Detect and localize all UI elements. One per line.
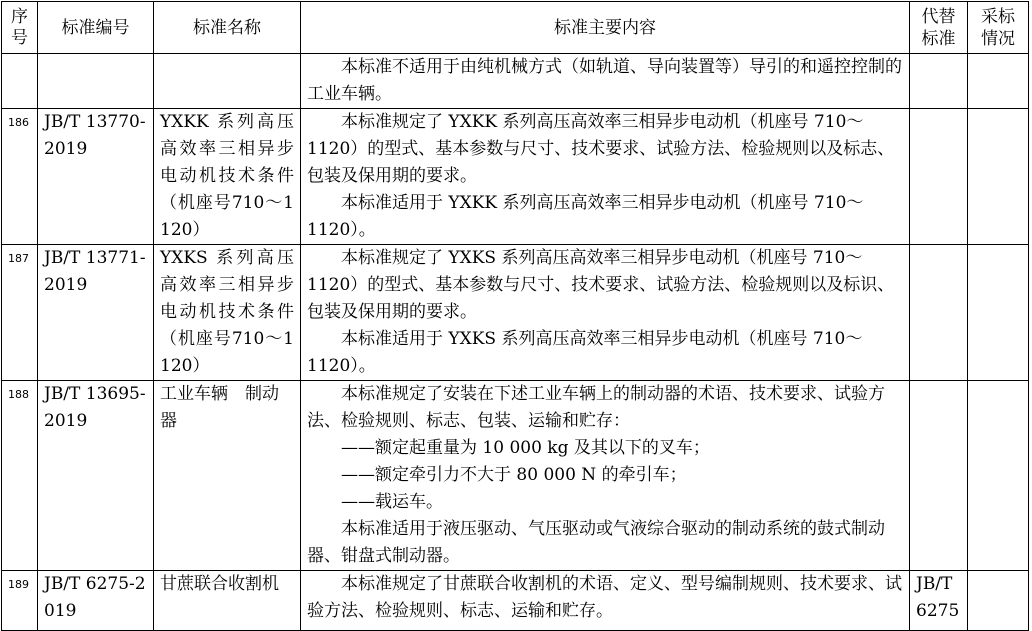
content-paragraph: 本标准规定了安装在下述工业车辆上的制动器的术语、技术要求、试验方法、检验规则、标志、包装、运输和贮存： <box>307 384 885 431</box>
table-row <box>2 245 1029 381</box>
row-seq: 187 <box>2 245 38 381</box>
row-name: 工业车辆 制动器 <box>154 381 301 571</box>
row-replaced <box>910 54 968 109</box>
row-content <box>301 245 910 381</box>
row-code: JB/T 13771-2019 <box>38 245 154 381</box>
content-paragraph: 本标准规定了 YXKK 系列高压高效率三相异步电动机（机座号 710～1120）的型式、基本参数与尺寸、技术要求、试验方法、检验规则以及标志、包装及保用期的要求。 <box>307 112 895 186</box>
header-name: 标准名称 <box>154 2 301 54</box>
row-code: JB/T 13695-2019 <box>38 381 154 571</box>
table-row <box>2 571 1029 631</box>
row-adopted <box>968 54 1029 109</box>
row-seq <box>2 54 38 109</box>
row-name: YXKK 系列高压高效率三相异步电动机技术条件（机座号710～1120） <box>154 109 301 245</box>
header-code: 标准编号 <box>38 2 154 54</box>
row-replaced <box>910 245 968 381</box>
content-paragraph: 本标准不适用于由纯机械方式（如轨道、导向装置等）导引的和遥控控制的工业车辆。 <box>307 57 902 104</box>
content-paragraph: 本标准规定了 YXKS 系列高压高效率三相异步电动机（机座号 710～1120）的型式、基本参数与尺寸、技术要求、试验方法、检验规则以及标识、包装及保用期的要求。 <box>307 248 895 322</box>
row-content <box>301 109 910 245</box>
header-content: 标准主要内容 <box>301 2 910 54</box>
table-header-row <box>2 2 1029 54</box>
header-seq: 序号 <box>2 2 38 54</box>
header-replaced: 代替标准 <box>910 2 968 54</box>
standards-table <box>1 1 1029 631</box>
row-content <box>301 54 910 109</box>
header-adopted: 采标情况 <box>968 2 1029 54</box>
row-replaced <box>910 381 968 571</box>
row-code: JB/T 13770-2019 <box>38 109 154 245</box>
row-seq: 188 <box>2 381 38 571</box>
content-paragraph: 本标准适用于 YXKS 系列高压高效率三相异步电动机（机座号 710～1120）。 <box>307 329 863 376</box>
row-code <box>38 54 154 109</box>
row-replaced <box>910 109 968 245</box>
row-name: 甘蔗联合收割机 <box>154 571 301 631</box>
row-content <box>301 571 910 631</box>
row-seq: 186 <box>2 109 38 245</box>
content-list-item: ——载运车。 <box>341 492 443 512</box>
row-content <box>301 381 910 571</box>
row-adopted <box>968 381 1029 571</box>
row-code: JB/T 6275-2019 <box>38 571 154 631</box>
row-seq: 189 <box>2 571 38 631</box>
table-row <box>2 381 1029 571</box>
content-paragraph: 本标准适用于液压驱动、气压驱动或气液综合驱动的制动系统的鼓式制动器、钳盘式制动器。 <box>307 519 885 566</box>
row-name <box>154 54 301 109</box>
row-name: YXKS 系列高压高效率三相异步电动机技术条件（机座号710～1120） <box>154 245 301 381</box>
row-replaced: JB/T 6275 <box>910 571 968 631</box>
row-adopted <box>968 245 1029 381</box>
content-paragraph: 本标准适用于 YXKK 系列高压高效率三相异步电动机（机座号 710～1120）。 <box>307 193 864 240</box>
content-list-item: ——额定牵引力不大于 80 000 N 的牵引车； <box>341 465 687 485</box>
table-row <box>2 109 1029 245</box>
content-list-item: ——额定起重量为 10 000 kg 及其以下的叉车； <box>341 438 710 458</box>
row-adopted <box>968 571 1029 631</box>
table-row <box>2 54 1029 109</box>
content-paragraph: 本标准规定了甘蔗联合收割机的术语、定义、型号编制规则、技术要求、试验方法、检验规则、标志、运输和贮存。 <box>307 574 902 621</box>
row-adopted <box>968 109 1029 245</box>
